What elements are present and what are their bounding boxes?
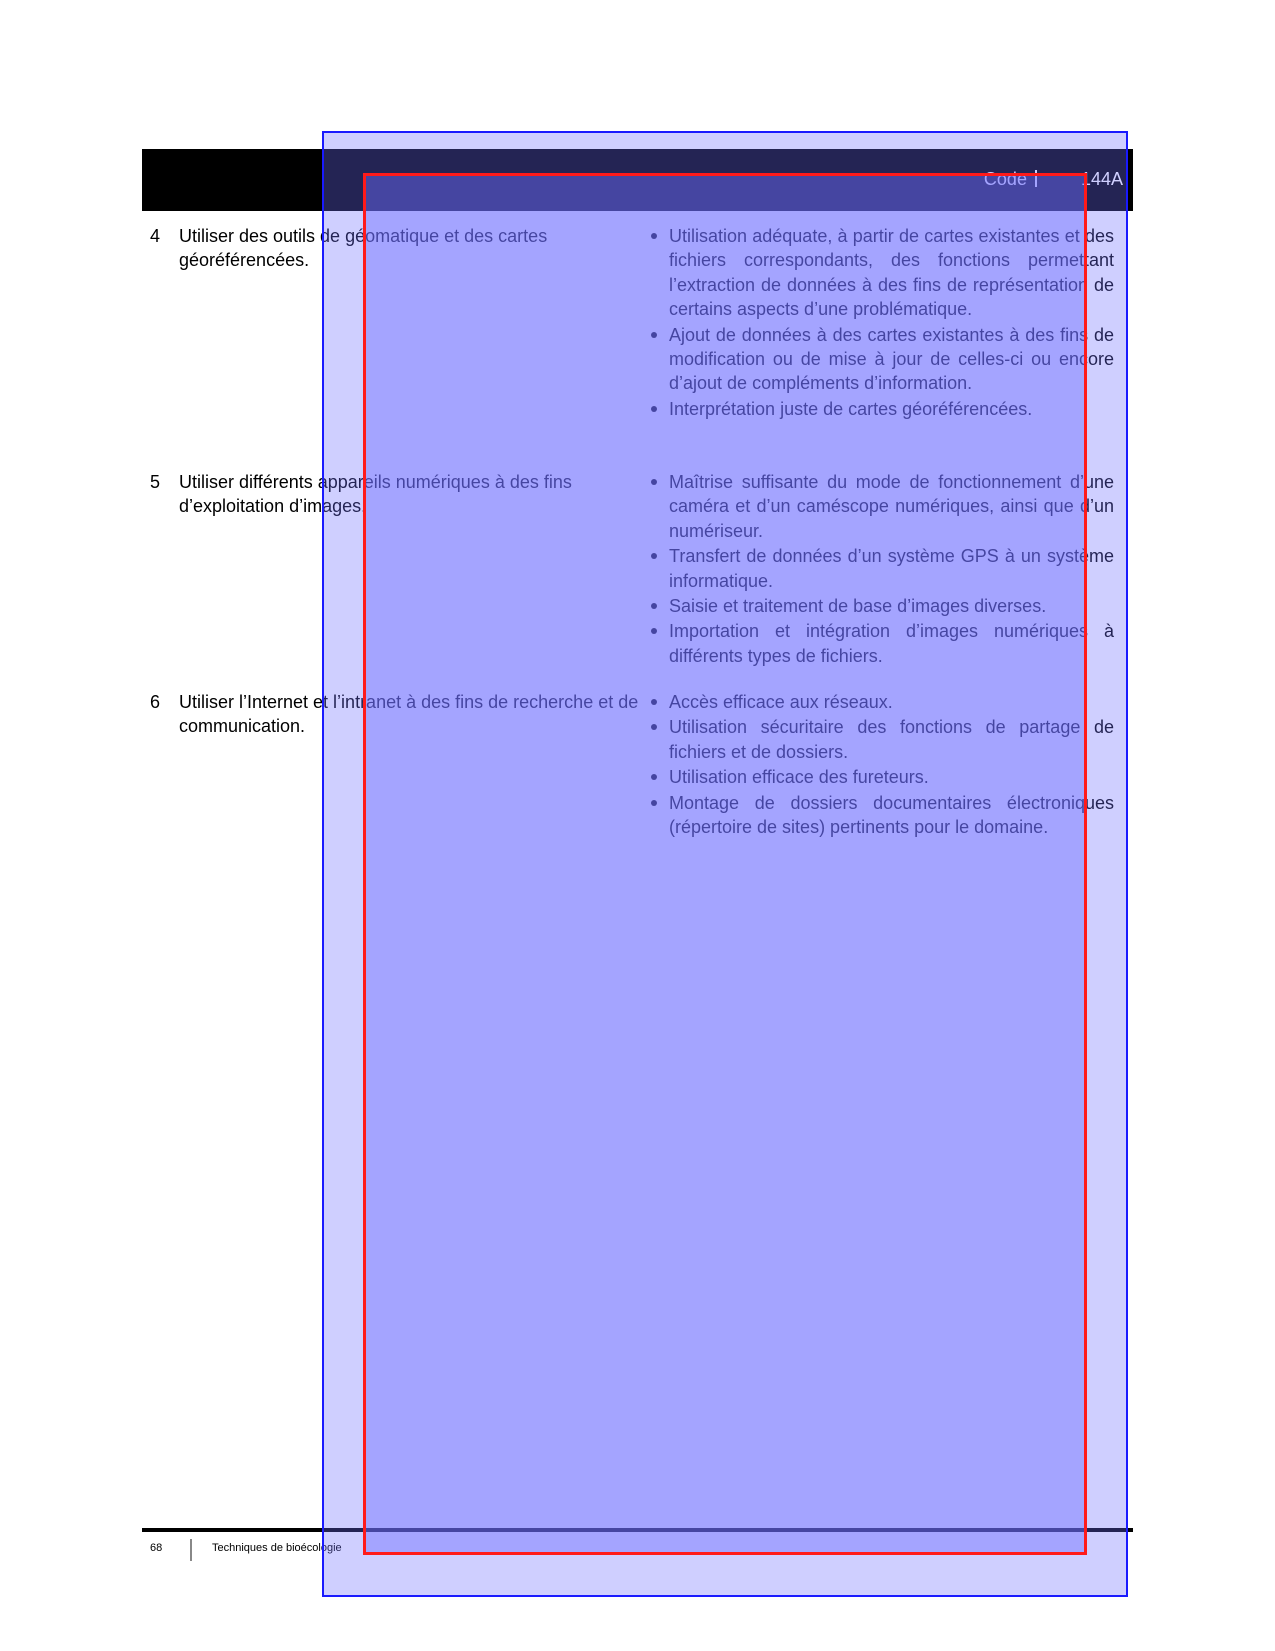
footer-separator (190, 1539, 192, 1561)
code-label: Code (983, 169, 1027, 189)
list-item: Ajout de données à des cartes existantes à des fins de modification ou de mise à jour de celles-ci ou encore d’ajout de compléments d’information. (644, 323, 1114, 396)
item-number: 5 (150, 472, 161, 492)
list-item: Maîtrise suffisante du mode de fonctionnement d’une caméra et d’un caméscope numériques, ainsi que d’un numériseur. (644, 470, 1114, 543)
page-number: 68 (150, 1542, 163, 1554)
list-item: Montage de dossiers documentaires électroniques (répertoire de sites) pertinents pour le domaine. (644, 791, 1114, 840)
item-text: Utiliser différents appareils numériques à des fins d’exploitation d’images. (179, 472, 572, 516)
selection-overlay-inner (363, 173, 1087, 1555)
item-text: Utiliser l’Internet et l’intranet à des fins de recherche et de communication. (179, 692, 639, 736)
list-item: Saisie et traitement de base d’images diverses. (644, 594, 1114, 618)
footer-title: Techniques de bioécologie (212, 1542, 342, 1554)
list-item: Utilisation efficace des fureteurs. (644, 765, 1114, 789)
list-item: Transfert de données d’un système GPS à un système informatique. (644, 544, 1114, 593)
item-number: 4 (150, 226, 161, 246)
list-item: Utilisation adéquate, à partir de cartes existantes et des fichiers correspondants, des fonctions permettant l’extraction de données à des fins de représentation de certains aspects d’une problématique. (644, 224, 1114, 322)
code-value: 144A (1080, 169, 1123, 189)
list-item: Interprétation juste de cartes géoréférencées. (644, 397, 1114, 421)
list-item: Utilisation sécuritaire des fonctions de partage de fichiers et de dossiers. (644, 715, 1114, 764)
list-item: Importation et intégration d’images numériques à différents types de fichiers. (644, 619, 1114, 668)
item-text: Utiliser des outils de géomatique et des cartes géoréférencées. (179, 226, 548, 270)
list-item: Accès efficace aux réseaux. (644, 690, 1114, 714)
item-number: 6 (150, 692, 161, 712)
